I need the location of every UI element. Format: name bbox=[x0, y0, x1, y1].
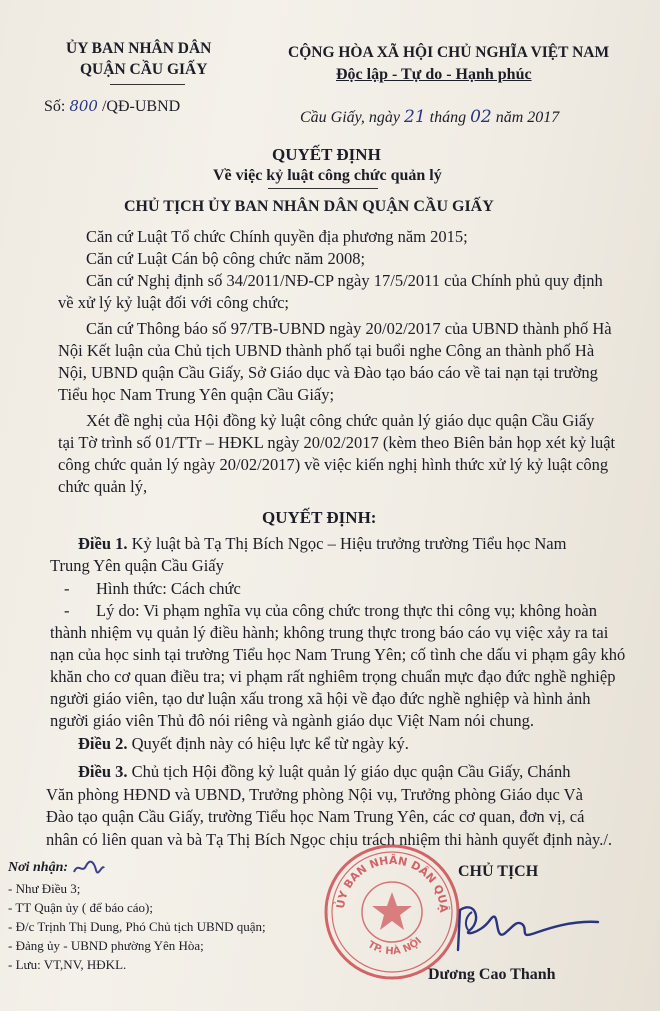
article3-text: Chủ tịch Hội đồng kỷ luật quản lý giáo dục quận Cầu Giấy, Chánh bbox=[127, 762, 571, 781]
national-motto: Độc lập - Tự do - Hạnh phúc bbox=[336, 66, 532, 83]
document-subject: Về việc kỷ luật công chức quản lý bbox=[213, 167, 442, 184]
date-suffix: năm 2017 bbox=[495, 109, 560, 126]
number-handwritten: 800 bbox=[69, 97, 98, 115]
reason-line: người giáo viên Thủ đô nói riêng và ngành giáo dục Việt Nam nói chung. bbox=[50, 711, 534, 730]
reason-dash: - bbox=[64, 601, 70, 620]
article3-line1 bbox=[78, 762, 571, 782]
org-name-line2: QUẬN CẦU GIẤY bbox=[80, 61, 208, 78]
recipient-item: - Đảng ủy - UBND phường Yên Hòa; bbox=[8, 938, 204, 953]
preamble-line: Căn cứ Luật Cán bộ công chức năm 2008; bbox=[86, 249, 366, 268]
signer-name: Dương Cao Thanh bbox=[428, 966, 556, 983]
article1-line2: Trung Yên quận Cầu Giấy bbox=[50, 556, 224, 575]
preamble-line: tại Tờ trình số 01/TTr – HĐKL ngày 20/02/2017 (kèm theo Biên bản họp xét kỷ luật bbox=[58, 433, 616, 452]
reason-line: thành nhiệm vụ quản lý điều hành; không trung thực trong báo cáo vụ việc xảy ra tai bbox=[50, 623, 609, 642]
preamble-line: Căn cứ Thông báo số 97/TB-UBND ngày 20/02/2017 của UBND thành phố Hà bbox=[86, 319, 612, 338]
discipline-form: Hình thức: Cách chức bbox=[96, 579, 241, 598]
preamble-line: về xử lý kỷ luật đối với công chức; bbox=[58, 293, 289, 312]
recipient-item: - TT Quận ủy ( để báo cáo); bbox=[8, 900, 153, 915]
preamble-line: Nội Kết luận của Chủ tịch UBND thành phố tại buổi nghe Công an thành phố Hà bbox=[58, 341, 595, 360]
recipients-heading: Nơi nhận: bbox=[8, 860, 69, 875]
date-prefix: Cầu Giấy, ngày bbox=[300, 109, 400, 126]
recipient-item: - Như Điều 3; bbox=[8, 881, 81, 896]
decision-heading: QUYẾT ĐỊNH: bbox=[262, 508, 377, 527]
preamble-line: Căn cứ Nghị định số 34/2011/NĐ-CP ngày 17/5/2011 của Chính phủ quy định bbox=[86, 271, 603, 290]
document-title: QUYẾT ĐỊNH bbox=[272, 145, 381, 164]
reason-line: người giáo viên, tạo dư luận xấu trong xã hội về đạo đức nghề nghiệp và hình ảnh bbox=[50, 689, 591, 708]
article1-text: Kỷ luật bà Tạ Thị Bích Ngọc – Hiệu trưởng trường Tiểu học Nam bbox=[127, 534, 567, 553]
svg-text:ỦY BAN NHÂN DÂN QUẬN CẦU GIẤY: ỦY BAN NHÂN DÂN QUẬ bbox=[334, 853, 451, 913]
article2 bbox=[78, 734, 409, 754]
org-underline bbox=[110, 84, 185, 85]
date-month-handwritten: 02 bbox=[470, 107, 492, 127]
preamble-line: chức quản lý, bbox=[58, 477, 148, 496]
form-dash: - bbox=[64, 579, 70, 598]
date-day-handwritten: 21 bbox=[404, 107, 426, 127]
handwritten-signature bbox=[420, 890, 610, 960]
article2-text: Quyết định này có hiệu lực kể từ ngày ký. bbox=[127, 734, 409, 753]
date-mid: tháng bbox=[429, 109, 467, 126]
recipients-scribble bbox=[72, 860, 106, 881]
number-suffix: /QĐ-UBND bbox=[101, 98, 181, 115]
preamble-line: Tiểu học Nam Trung Yên quận Cầu Giấy; bbox=[58, 385, 335, 404]
article1-line1 bbox=[78, 534, 566, 554]
reason-line: Lý do: Vi phạm nghĩa vụ của công chức trong thực thi công vụ; không hoàn bbox=[96, 601, 597, 620]
preamble-line: Căn cứ Luật Tổ chức Chính quyền địa phương năm 2015; bbox=[86, 227, 468, 246]
org-name-line1: ỦY BAN NHÂN DÂN bbox=[66, 40, 212, 57]
reason-line: nạn của học sinh tại trường Tiểu học Nam Trung Yên; cố tình che dấu vi phạm gây khó bbox=[50, 645, 626, 664]
article3-line: nhân có liên quan và bà Tạ Thị Bích Ngọc chịu trách nhiệm thi hành quyết định này./. bbox=[46, 830, 613, 849]
article3-label: Điều 3. bbox=[78, 762, 128, 781]
article1-label: Điều 1. bbox=[78, 534, 128, 553]
reason-line: khăn cho cơ quan điều tra; vi phạm rất nghiêm trọng chuẩn mực đạo đức nghề nghiệp bbox=[50, 667, 616, 686]
article2-label: Điều 2. bbox=[78, 734, 128, 753]
preamble-line: công chức quản lý ngày 20/02/2017) về việc kiến nghị hình thức xử lý kỷ luật công bbox=[58, 455, 609, 474]
issuing-authority: CHỦ TỊCH ỦY BAN NHÂN DÂN QUẬN CẦU GIẤY bbox=[124, 198, 494, 215]
preamble-line: Nội, UBND quận Cầu Giấy, Sở Giáo dục và Đào tạo báo cáo về tai nạn tại trường bbox=[58, 363, 598, 382]
number-prefix: Số: bbox=[44, 98, 66, 115]
document-number bbox=[44, 97, 180, 116]
preamble-line: Xét đề nghị của Hội đồng kỷ luật công chức quản lý giáo dục quận Cầu Giấy bbox=[86, 411, 595, 430]
signer-title: CHỦ TỊCH bbox=[458, 863, 539, 880]
document-date bbox=[300, 107, 559, 127]
article3-line: Đào tạo quận Cầu Giấy, trường Tiểu học Nam Trung Yên, các cơ quan, đơn vị, cá bbox=[46, 807, 585, 826]
nation-name: CỘNG HÒA XÃ HỘI CHỦ NGHĨA VIỆT NAM bbox=[288, 44, 610, 61]
svg-text:TP. HÀ NỘI: TP. HÀ NỘI bbox=[365, 935, 425, 958]
recipient-item: - Lưu: VT,NV, HĐKL. bbox=[8, 957, 127, 972]
article3-line: Văn phòng HĐND và UBND, Trưởng phòng Nội vụ, Trưởng phòng Giáo dục Và bbox=[46, 785, 583, 804]
subject-underline bbox=[268, 188, 378, 189]
recipient-item: - Đ/c Trịnh Thị Dung, Phó Chủ tịch UBND quận; bbox=[8, 919, 266, 934]
